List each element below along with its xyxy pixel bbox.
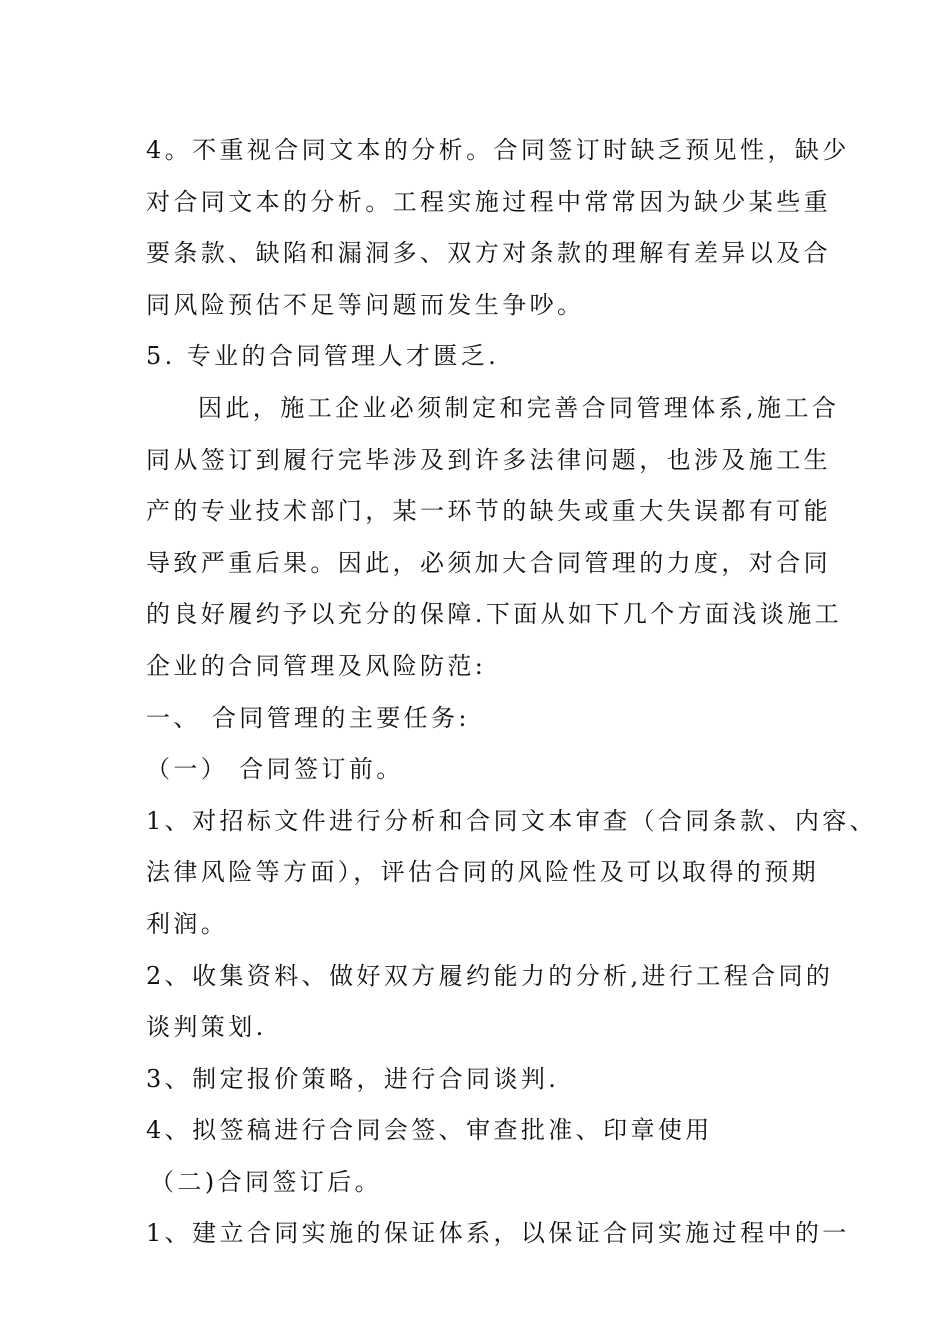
list-item-2: 2、收集资料、做好双方履约能力的分析,进行工程合同的 — [146, 961, 834, 990]
text-line: 谈判策划. — [146, 1013, 267, 1042]
text-line: 4。不重视合同文本的分析。合同签订时缺乏预见性，缺少 — [146, 136, 850, 164]
text-line: 对合同文本的分析。工程实施过程中常常因为缺少某些重 — [146, 187, 831, 216]
document-body — [146, 125, 878, 1260]
section-heading-1: 一、 合同管理的主要任务: — [146, 703, 470, 732]
text-line: 产的专业技术部门，某一环节的缺失或重大失误都有可能 — [146, 497, 831, 526]
text-line: 同从签订到履行完毕涉及到许多法律问题，也涉及施工生 — [146, 445, 831, 474]
list-item-5: 5. 专业的合同管理人才匮乏. — [146, 342, 500, 371]
list-item-1: 1、对招标文件进行分析和合同文本审查（合同条款、内容、 — [146, 806, 878, 835]
text-line: 要条款、缺陷和漏洞多、双方对条款的理解有差异以及合 — [146, 239, 831, 268]
text-line: 的良好履约予以充分的保障.下面从如下几个方面浅谈施工 — [146, 600, 843, 629]
text-line: 利润。 — [146, 909, 229, 938]
subsection-heading-1: （一） 合同签订前。 — [146, 755, 404, 784]
text-line: 同风险预估不足等问题而发生争吵。 — [146, 290, 585, 319]
list-item-4: 4、拟签稿进行合同会签、审查批准、印章使用 — [146, 1116, 713, 1145]
text-line: 企业的合同管理及风险防范: — [146, 651, 487, 680]
text-line: 导致严重后果。因此，必须加大合同管理的力度，对合同 — [146, 548, 831, 577]
subsection-heading-2: （二)合同签订后。 — [150, 1167, 382, 1196]
paragraph-start: 因此，施工企业必须制定和完善合同管理体系,施工合 — [198, 393, 840, 422]
text-line: 法律风险等方面），评估合同的风险性及可以取得的预期 — [146, 858, 819, 887]
list-item-1: 1、建立合同实施的保证体系，以保证合同实施过程中的一 — [146, 1219, 850, 1248]
list-item-3: 3、制定报价策略，进行合同谈判. — [146, 1064, 560, 1093]
